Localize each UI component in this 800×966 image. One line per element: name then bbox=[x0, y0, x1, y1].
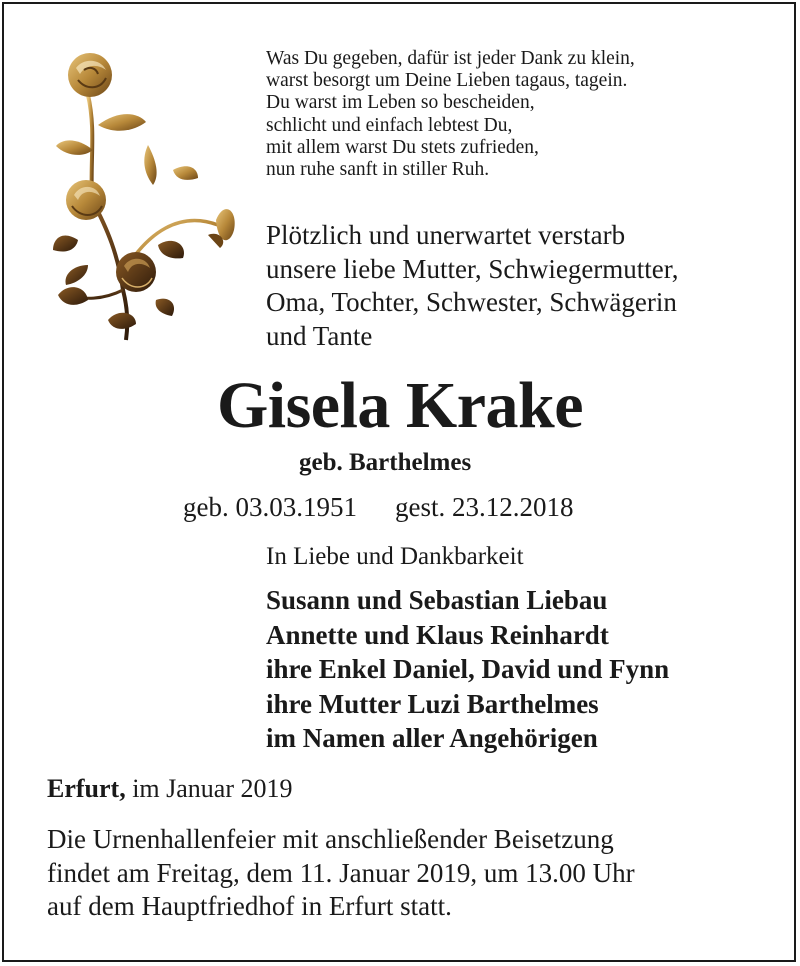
mourner-line: Susann und Sebastian Liebau bbox=[266, 585, 608, 615]
deceased-name: Gisela Krake bbox=[216, 369, 584, 442]
service-line: findet am Freitag, dem 11. Januar 2019, um 13.00 Uhr bbox=[47, 857, 635, 888]
poem-line: Was Du gegeben, dafür ist jeder Dank zu klein, bbox=[266, 48, 635, 69]
place-city: Erfurt, bbox=[47, 774, 126, 803]
roses-illustration-icon bbox=[48, 50, 248, 345]
death-date: gest. 23.12.2018 bbox=[394, 492, 574, 522]
poem-line: mit allem warst Du stets zufrieden, bbox=[266, 136, 539, 158]
love-line: In Liebe und Dankbarkeit bbox=[266, 543, 524, 570]
place-date: im Januar 2019 bbox=[132, 774, 293, 803]
mourner-line: ihre Enkel Daniel, David und Fynn bbox=[266, 654, 670, 684]
life-dates bbox=[183, 490, 573, 524]
intro-line: unsere liebe Mutter, Schwiegermutter, bbox=[266, 253, 679, 284]
mourners-list bbox=[266, 583, 669, 756]
place-and-date bbox=[47, 772, 293, 805]
mourner-line: im Namen aller Angehörigen bbox=[266, 723, 598, 753]
death-announcement-intro bbox=[266, 219, 776, 353]
maiden-name: geb. Barthelmes bbox=[299, 449, 472, 476]
mourner-line: ihre Mutter Luzi Barthelmes bbox=[266, 688, 599, 719]
birth-date: geb. 03.03.1951 bbox=[183, 492, 357, 522]
service-line: Die Urnenhallenfeier mit anschließender Beisetzung bbox=[47, 824, 614, 854]
service-line: auf dem Hauptfriedhof in Erfurt statt. bbox=[47, 891, 452, 921]
poem-line: nun ruhe sanft in stiller Ruh. bbox=[266, 159, 490, 181]
intro-line: und Tante bbox=[266, 320, 373, 351]
memorial-poem bbox=[266, 48, 766, 181]
poem-line: warst besorgt um Deine Lieben tagaus, tagein. bbox=[266, 70, 628, 92]
poem-line: schlicht und einfach lebtest Du, bbox=[266, 114, 513, 136]
intro-line: Plötzlich und unerwartet verstarb bbox=[266, 220, 626, 250]
mourner-line: Annette und Klaus Reinhardt bbox=[266, 619, 609, 650]
intro-line: Oma, Tochter, Schwester, Schwägerin bbox=[266, 287, 677, 317]
poem-line: Du warst im Leben so bescheiden, bbox=[266, 92, 535, 114]
funeral-service-info bbox=[47, 823, 635, 924]
